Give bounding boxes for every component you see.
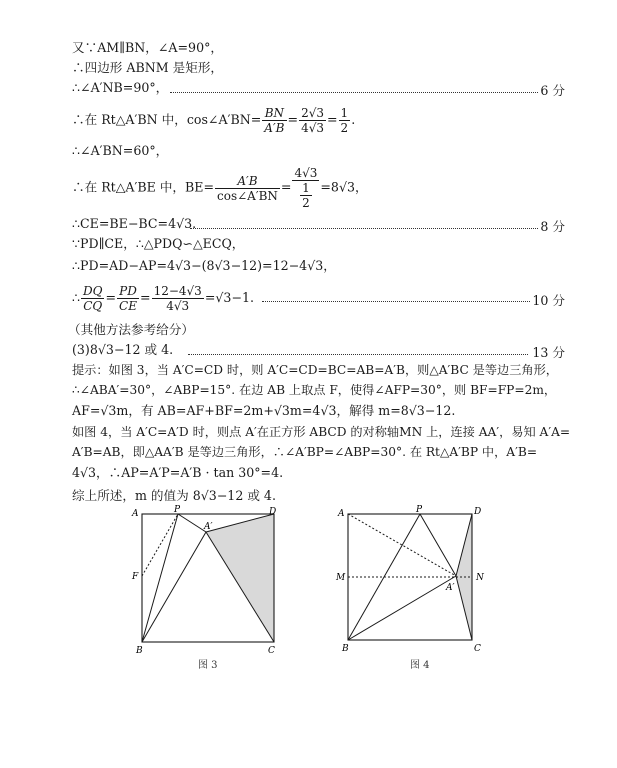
fraction-numerator: A′B — [215, 174, 280, 189]
figure-4-caption: 图 4 — [410, 660, 430, 671]
fraction-bn-ab — [262, 106, 286, 135]
segment-ba — [142, 532, 206, 642]
text-line-9: ∴PD=AD−AP=4√3−(8√3−12)=12−4√3， — [72, 258, 336, 273]
segment-bp — [142, 514, 178, 642]
label-a-prime: A′ — [446, 583, 455, 593]
label-c: C — [474, 644, 481, 654]
fraction-denominator: CQ — [83, 299, 103, 313]
figure-3-diagram — [126, 504, 288, 654]
fraction-half — [339, 106, 351, 135]
fraction-numerator: 4√3 — [294, 166, 318, 180]
text-line-17: A′B=AB，即△AA′B 是等边三角形，∴∠A′BP=∠ABP=30°. 在 Rt△A′BP 中，A′B= — [72, 445, 538, 459]
text-line-3: ∴∠A′NB=90°， — [72, 80, 169, 95]
text-line-2: ∴四边形 ABNM 是矩形， — [72, 60, 224, 75]
fraction-denominator: cos∠A′BN — [217, 188, 278, 203]
fraction-denominator — [292, 181, 319, 210]
dot-leader — [190, 228, 538, 229]
fraction-12-4r3 — [152, 284, 204, 313]
label-m: M — [336, 573, 346, 583]
text-line-1: 又∵AM∥BN，∠A=90°， — [72, 40, 223, 55]
fraction-denominator: 4√3 — [301, 121, 324, 135]
text-line-19: 综上所述，m 的值为 8√3−12 或 4. — [72, 488, 276, 503]
text-line-6: ∴在 Rt△A′BE 中，BE= $\frac{A'B}{\cos\angle A'BN}$ = $\frac{4√3}{\frac{1}{2}}$ =8√3， — [72, 166, 368, 210]
segment-fp-dashed — [142, 514, 178, 576]
text-line-18: 4√3，∴AP=A′P=A′B · tan 30°=4. — [72, 465, 284, 480]
line-6-prefix: ∴在 Rt△A′BE 中，BE= — [72, 179, 215, 195]
segment-pa — [420, 514, 456, 576]
text-line-10: ∴ $\frac{DQ}{CQ}$ = $\frac{PD}{CE}$ = $\frac{12-4√3}{4√3}$ =√3−1. — [72, 284, 254, 313]
segment-ba — [348, 576, 456, 640]
text-line-12: (3)8√3−12 或 4. — [72, 342, 174, 357]
line-10-prefix: ∴ — [72, 290, 81, 305]
segment-pa — [178, 514, 206, 532]
text-line-7: ∴CE=BE−BC=4√3. — [72, 216, 197, 231]
score-13: 13 分 — [532, 345, 565, 360]
label-p: P — [174, 505, 181, 515]
figure-4-diagram — [334, 504, 494, 654]
label-n: N — [476, 573, 484, 583]
fraction-2r3-4r3 — [299, 106, 326, 135]
line-10-suffix: =√3−1. — [204, 290, 254, 305]
fraction-denominator: 2 — [340, 121, 349, 135]
label-p: P — [416, 505, 423, 515]
text-line-13: 提示：如图 3，当 A′C=CD 时，则 A′C=CD=BC=AB=A′B，则△A′BC 是等边三角形， — [72, 363, 558, 377]
score-10: 10 分 — [532, 293, 565, 308]
label-d: D — [474, 507, 482, 517]
fraction-numerator: DQ — [83, 284, 103, 298]
line-6-suffix: =8√3， — [320, 179, 368, 195]
label-a: A — [132, 509, 139, 519]
score-8: 8 分 — [540, 219, 565, 234]
fraction-numerator: 1 — [302, 181, 310, 195]
text-line-15: AF=√3m，有 AB=AF+BF=2m+√3m=4√3，解得 m=8√3−12. — [72, 403, 456, 418]
text-line-16: 如图 4，当 A′C=A′D 时，则点 A′在正方形 ABCD 的对称轴MN 上，连接 AA′，易知 A′A= — [72, 425, 571, 439]
label-f: F — [132, 572, 139, 582]
label-d: D — [269, 507, 277, 517]
text-line-5: ∴∠A′BN=60°， — [72, 143, 169, 158]
text-line-11: （其他方法参考给分） — [68, 322, 194, 337]
label-a-prime: A′ — [204, 522, 213, 532]
fraction-numerator: 2√3 — [301, 106, 324, 120]
shaded-triangle — [206, 514, 274, 642]
dot-leader — [188, 354, 528, 355]
fraction-numerator: PD — [117, 284, 139, 299]
fraction-dq-cq — [81, 284, 104, 313]
fraction-denominator: CE — [119, 299, 137, 313]
fraction-ab-cos — [215, 174, 280, 203]
label-b: B — [136, 646, 143, 654]
dot-leader — [262, 301, 530, 302]
dot-leader — [170, 92, 538, 93]
text-line-14: ∴∠ABA′=30°，∠ABP=15°. 在边 AB 上取点 F，使得∠AFP=30°，则 BF=FP=2m， — [72, 383, 557, 397]
fraction-denominator: A′B — [264, 121, 285, 135]
fraction-numerator: 12−4√3 — [153, 284, 202, 298]
label-a: A — [338, 509, 345, 519]
fraction-denominator: 2 — [302, 196, 310, 210]
text-line-4: ∴在 Rt△A′BN 中，cos∠A′BN= $\frac{BN}{A'B}$ = $\frac{2√3}{4√3}$ = $\frac{1}{2}$ . — [72, 106, 356, 135]
score-6: 6 分 — [540, 83, 565, 98]
label-b: B — [342, 644, 349, 654]
fraction-numerator: 1 — [340, 106, 349, 120]
figure-3-caption: 图 3 — [198, 660, 218, 671]
fraction-pd-ce — [117, 284, 139, 313]
label-c: C — [268, 646, 275, 654]
line-4-prefix: ∴在 Rt△A′BN 中，cos∠A′BN= — [72, 112, 262, 127]
fraction-4r3-half — [292, 166, 319, 210]
fraction-numerator: BN — [262, 106, 286, 121]
text-line-8: ∵PD∥CE，∴△PDQ∽△ECQ， — [72, 236, 245, 251]
fraction-denominator: 4√3 — [166, 299, 190, 313]
